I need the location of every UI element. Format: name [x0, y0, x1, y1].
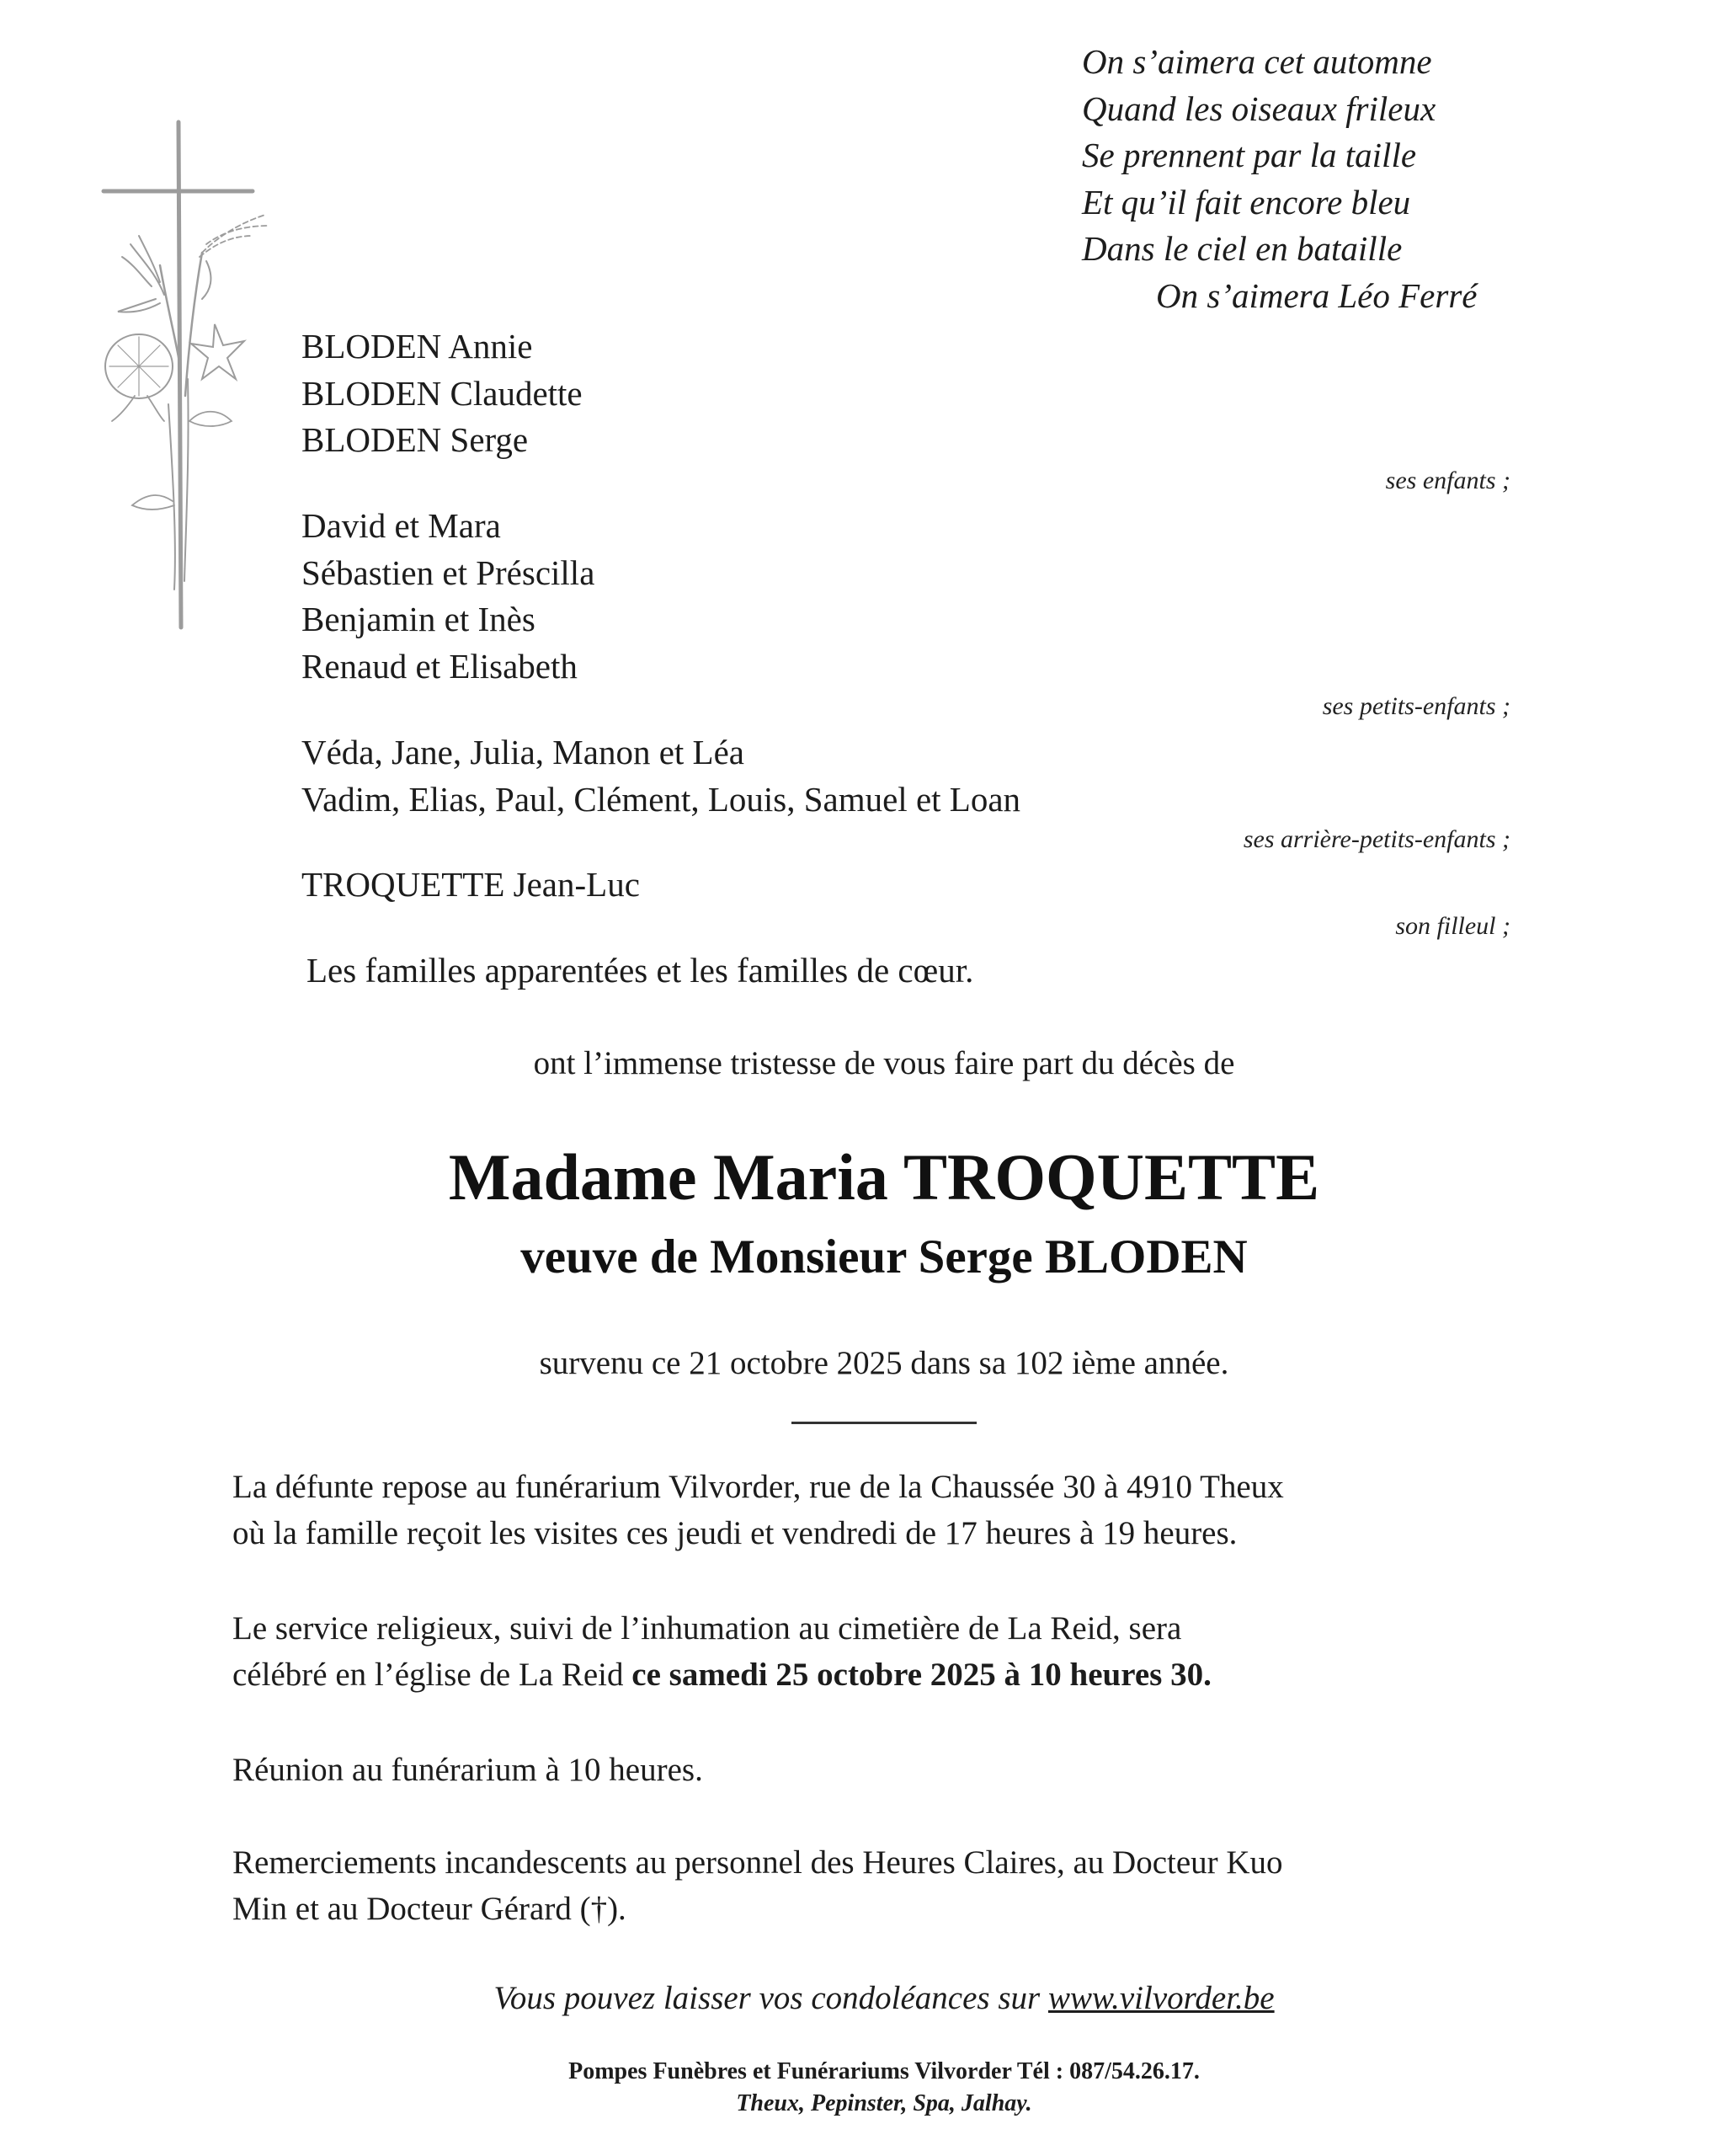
rest-line: où la famille reçoit les visites ces jeudi et vendredi de 17 heures à 19 heures. — [232, 1515, 1238, 1551]
death-date: survenu ce 21 octobre 2025 dans sa 102 ième année. — [539, 1345, 1229, 1381]
other-families: Les familles apparentées et les familles de cœur. — [306, 951, 974, 990]
grandchild-name: Sébastien et Préscilla — [301, 552, 595, 592]
service-place: célébré en l’église de La Reid — [232, 1657, 632, 1693]
great-grandchild-names: Véda, Jane, Julia, Manon et Léa — [301, 733, 744, 771]
cross-with-flowers-icon — [97, 118, 299, 632]
poem-line: On s’aimera cet automne — [1082, 42, 1432, 81]
godson-name: TROQUETTE Jean-Luc — [301, 865, 640, 904]
poem-attribution: On s’aimera Léo Ferré — [1156, 275, 1478, 315]
poem — [1082, 39, 1477, 319]
service-line — [232, 1652, 1212, 1698]
announcement-text: ont l’immense tristesse de vous faire part du décès de — [533, 1045, 1235, 1081]
service-datetime: ce samedi 25 octobre 2025 à 10 heures 30. — [631, 1657, 1212, 1693]
child-name: BLODEN Annie — [301, 327, 533, 366]
condolences-text: Vous pouvez laisser vos condoléances sur — [493, 1980, 1048, 2016]
footer-locations: Theux, Pepinster, Spa, Jalhay. — [736, 2090, 1032, 2116]
great-grandchildren-list — [301, 729, 1020, 823]
grandchildren-list — [301, 503, 594, 690]
godson-label: son filleul ; — [1395, 912, 1510, 940]
footer-company: Pompes Funèbres et Funérariums Vilvorder Tél : 087/54.26.17. — [568, 2058, 1200, 2084]
meeting-text: Réunion au funérarium à 10 heures. — [232, 1752, 703, 1788]
widow-of: veuve de Monsieur Serge BLODEN — [520, 1230, 1248, 1283]
child-name: BLODEN Claudette — [301, 373, 583, 413]
deceased-name: Madame Maria TROQUETTE — [448, 1140, 1320, 1214]
rest-paragraph — [232, 1464, 1284, 1556]
condolences — [0, 1979, 1726, 2017]
children-label: ses enfants ; — [1385, 467, 1510, 494]
poem-line: Et qu’il fait encore bleu — [1082, 182, 1411, 221]
divider — [791, 1422, 977, 1424]
grandchild-name: Renaud et Elisabeth — [301, 646, 578, 686]
poem-line: Quand les oiseaux frileux — [1082, 88, 1436, 128]
rest-line: La défunte repose au funérarium Vilvorder, rue de la Chaussée 30 à 4910 Theux — [232, 1469, 1284, 1505]
great-grandchildren-label: ses arrière-petits-enfants ; — [1243, 825, 1510, 853]
condolences-link[interactable]: www.vilvorder.be — [1047, 1980, 1275, 2016]
poem-line: Se prennent par la taille — [1082, 136, 1417, 174]
grandchild-name: Benjamin et Inès — [301, 600, 535, 638]
great-grandchild-names: Vadim, Elias, Paul, Clément, Louis, Samuel et Loan — [301, 779, 1021, 819]
thanks-line: Min et au Docteur Gérard (†). — [232, 1891, 626, 1927]
thanks-line: Remerciements incandescents au personnel des Heures Claires, au Docteur Kuo — [232, 1844, 1283, 1881]
children-list — [301, 323, 583, 464]
grandchildren-label: ses petits-enfants ; — [1322, 692, 1510, 720]
service-paragraph — [232, 1605, 1212, 1698]
poem-line: Dans le ciel en bataille — [1082, 229, 1403, 268]
thanks-paragraph — [232, 1839, 1283, 1932]
grandchild-name: David et Mara — [301, 506, 501, 545]
service-line: Le service religieux, suivi de l’inhumation au cimetière de La Reid, sera — [232, 1610, 1182, 1646]
child-name: BLODEN Serge — [301, 420, 529, 459]
